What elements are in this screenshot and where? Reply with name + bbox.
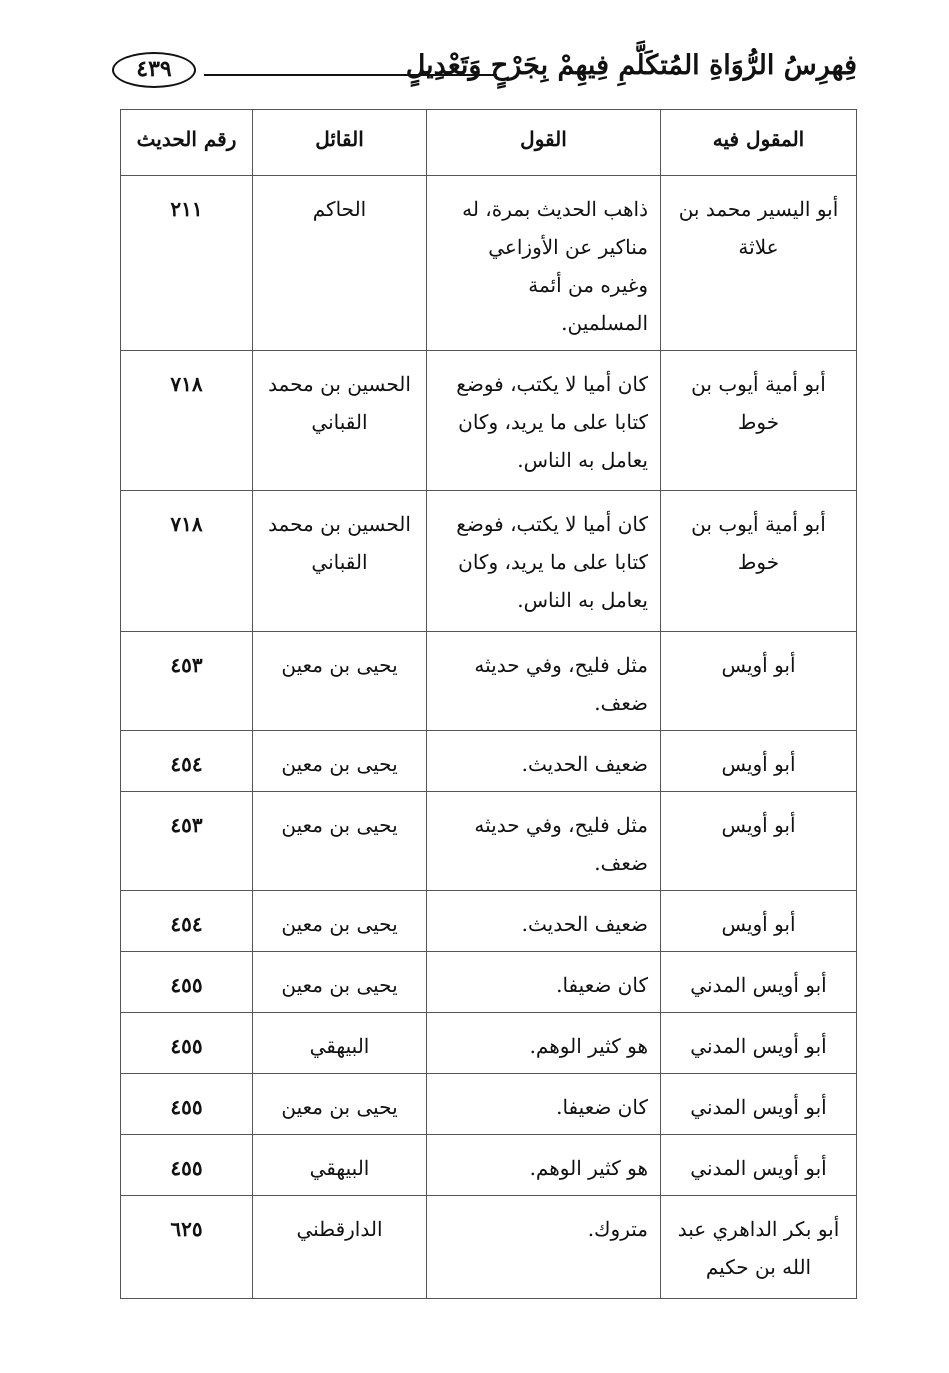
- cell-hadith-number: ٢١١: [121, 176, 253, 351]
- table-row: [121, 1013, 857, 1074]
- header-divider: [204, 74, 497, 76]
- table-row: [121, 792, 857, 891]
- cell-hadith-number: ٤٥٥: [121, 1135, 253, 1196]
- cell-saying: كان ضعيفا.: [427, 952, 661, 1013]
- table-row: [121, 632, 857, 731]
- table-row: [121, 176, 857, 351]
- cell-speaker: يحيى بن معين: [253, 1074, 427, 1135]
- cell-subject: أبو أمية أيوب بن خوط: [661, 351, 857, 491]
- cell-subject: أبو أويس: [661, 731, 857, 792]
- cell-hadith-number: ٤٥٤: [121, 731, 253, 792]
- page-header: [112, 48, 857, 96]
- cell-hadith-number: ٧١٨: [121, 491, 253, 632]
- table-row: [121, 1074, 857, 1135]
- cell-speaker: الحاكم: [253, 176, 427, 351]
- cell-saying: هو كثير الوهم.: [427, 1135, 661, 1196]
- cell-speaker: الدارقطني: [253, 1196, 427, 1299]
- cell-saying: متروك.: [427, 1196, 661, 1299]
- cell-speaker: البيهقي: [253, 1135, 427, 1196]
- cell-subject: أبو أويس المدني: [661, 1135, 857, 1196]
- cell-speaker: يحيى بن معين: [253, 731, 427, 792]
- table-row: [121, 351, 857, 491]
- cell-speaker: البيهقي: [253, 1013, 427, 1074]
- cell-saying: مثل فليح، وفي حديثه ضعف.: [427, 632, 661, 731]
- table-row: [121, 1135, 857, 1196]
- cell-speaker: يحيى بن معين: [253, 632, 427, 731]
- table-row: [121, 952, 857, 1013]
- column-header-speaker: القائل: [253, 110, 427, 176]
- table-header-row: [121, 110, 857, 176]
- cell-subject: أبو أويس: [661, 792, 857, 891]
- cell-subject: أبو أمية أيوب بن خوط: [661, 491, 857, 632]
- cell-subject: أبو أويس المدني: [661, 1013, 857, 1074]
- cell-subject: أبو أويس: [661, 891, 857, 952]
- cell-saying: كان أميا لا يكتب، فوضع كتابا على ما يريد، وكان يعامل به الناس.: [427, 351, 661, 491]
- cell-speaker: الحسين بن محمد القباني: [253, 351, 427, 491]
- cell-hadith-number: ٤٥٤: [121, 891, 253, 952]
- cell-saying: ضعيف الحديث.: [427, 731, 661, 792]
- table-row: [121, 491, 857, 632]
- table-row: [121, 1196, 857, 1299]
- cell-speaker: يحيى بن معين: [253, 792, 427, 891]
- cell-subject: أبو أويس المدني: [661, 952, 857, 1013]
- column-header-saying: القول: [427, 110, 661, 176]
- table-row: [121, 891, 857, 952]
- cell-speaker: الحسين بن محمد القباني: [253, 491, 427, 632]
- cell-saying: ذاهب الحديث بمرة، له مناكير عن الأوزاعي وغيره من أئمة المسلمين.: [427, 176, 661, 351]
- page-number-badge: ٤٣٩: [112, 52, 196, 88]
- cell-hadith-number: ٤٥٥: [121, 952, 253, 1013]
- cell-saying: كان أميا لا يكتب، فوضع كتابا على ما يريد، وكان يعامل به الناس.: [427, 491, 661, 632]
- cell-subject: أبو أويس: [661, 632, 857, 731]
- narrators-index-table: [120, 109, 857, 1299]
- column-header-subject: المقول فيه: [661, 110, 857, 176]
- cell-speaker: يحيى بن معين: [253, 891, 427, 952]
- cell-hadith-number: ٤٥٥: [121, 1013, 253, 1074]
- cell-hadith-number: ٧١٨: [121, 351, 253, 491]
- cell-hadith-number: ٤٥٣: [121, 632, 253, 731]
- table-row: [121, 731, 857, 792]
- cell-subject: أبو اليسير محمد بن علاثة: [661, 176, 857, 351]
- cell-hadith-number: ٤٥٣: [121, 792, 253, 891]
- cell-saying: مثل فليح، وفي حديثه ضعف.: [427, 792, 661, 891]
- column-header-hadith-number: رقم الحديث: [121, 110, 253, 176]
- page-title: فِهرِسُ الرُّوَاةِ المُتكَلَّمِ فِيهِمْ بِجَرْحٍ وَتَعْدِيلٍ: [405, 50, 857, 81]
- cell-subject: أبو أويس المدني: [661, 1074, 857, 1135]
- cell-hadith-number: ٦٢٥: [121, 1196, 253, 1299]
- cell-hadith-number: ٤٥٥: [121, 1074, 253, 1135]
- cell-speaker: يحيى بن معين: [253, 952, 427, 1013]
- cell-saying: ضعيف الحديث.: [427, 891, 661, 952]
- cell-saying: كان ضعيفا.: [427, 1074, 661, 1135]
- cell-subject: أبو بكر الداهري عبد الله بن حكيم: [661, 1196, 857, 1299]
- cell-saying: هو كثير الوهم.: [427, 1013, 661, 1074]
